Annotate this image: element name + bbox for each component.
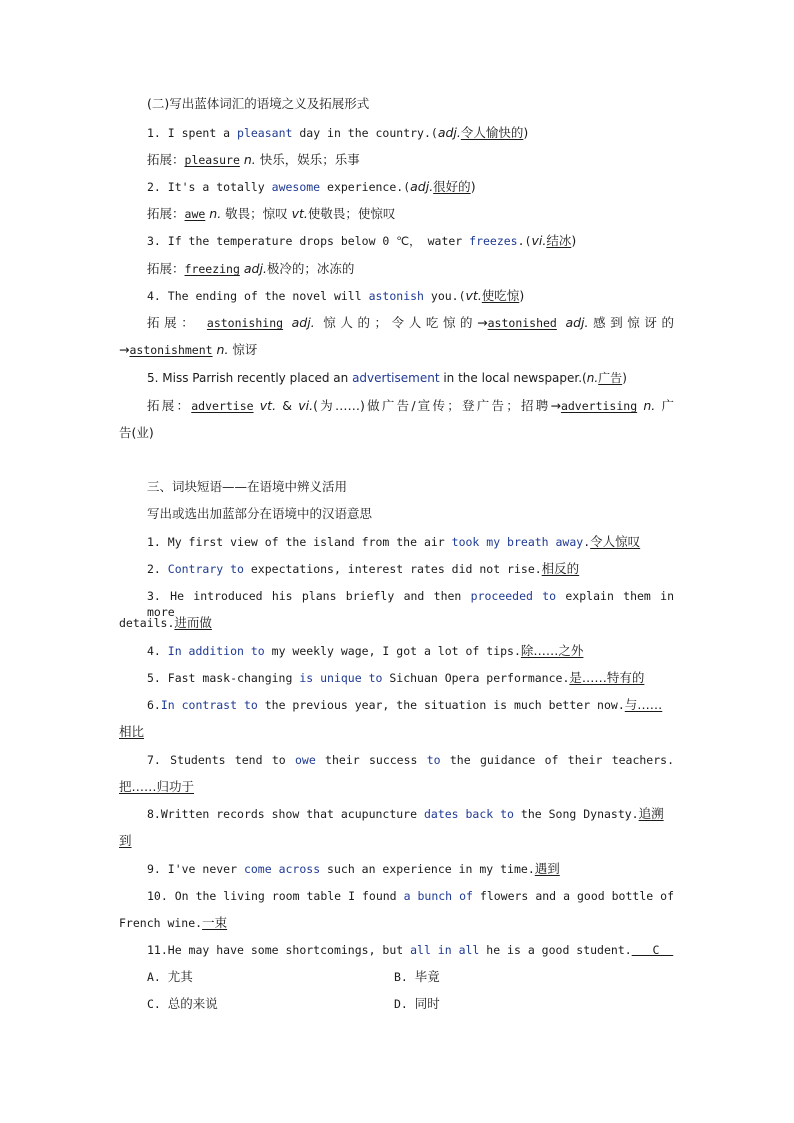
keyword: advertisement: [352, 371, 440, 385]
phrase-item-9: 9. I've never come across such an experience in my time.遇到: [147, 861, 560, 876]
answer: 很好的: [433, 179, 471, 194]
extension-2: 拓展：awe n. 敬畏；惊叹 vt.使敬畏；使惊叹: [147, 206, 396, 221]
answer: 进而做: [174, 615, 212, 630]
answer-blank: C: [631, 943, 674, 957]
extension-4: 拓展： astonishing adj. 惊人的；令人吃惊的→astonished adj.感到惊讶的: [147, 315, 674, 330]
vocab-item-1: 1. I spent a pleasant day in the country.(adj.令人愉快的): [147, 125, 529, 140]
extension-4-continued: →astonishment n. 惊讶: [119, 342, 258, 357]
answer: 遇到: [534, 861, 560, 876]
answer: 相反的: [541, 561, 580, 576]
keyword: Contrary to: [167, 562, 244, 576]
answer: 与……: [624, 697, 663, 712]
phrase-item-5: 5. Fast mask-changing is unique to Sichuan Opera performance.是……特有的: [147, 670, 645, 685]
vocab-item-3: 3. If the temperature drops below 0 ℃， water freezes.(vi.结冰): [147, 233, 577, 248]
phrase-item-8-continued: [119, 833, 132, 849]
answer: 追溯: [638, 806, 664, 821]
option-b: B. 毕竟: [394, 969, 440, 984]
answer: 广告: [598, 371, 623, 385]
extension-5: 拓展：advertise vt. & vi.(为……)做广告/宣传；登广告；招聘→advertising n. 广: [147, 398, 674, 413]
extension-3: 拓展：freezing adj.极冷的；冰冻的: [147, 261, 355, 276]
answer: 使吃惊: [481, 288, 520, 303]
phrase-item-7-continued: [119, 779, 194, 795]
vocab-item-2: 2. It's a totally awesome experience.(adj.很好的): [147, 179, 476, 194]
vocab-item-5: 5. Miss Parrish recently placed an advertisement in the local newspaper.(n.广告): [147, 371, 627, 385]
phrase-item-1: 1. My first view of the island from the air took my breath away.令人惊叹: [147, 534, 641, 549]
keyword: a bunch of: [403, 889, 473, 903]
keyword: pleasant: [237, 126, 293, 140]
extension-5-continued: 告(业): [119, 425, 154, 440]
phrase-item-6: 6.In contrast to the previous year, the situation is much better now.与……: [147, 697, 663, 712]
option-a: A. 尤其: [147, 969, 193, 984]
phrase-item-3: 3. He introduced his plans briefly and then proceeded to explain them in more: [147, 589, 675, 619]
keyword: is unique to: [299, 671, 383, 685]
phrase-item-11: 11.He may have some shortcomings, but all in all he is a good student. C: [147, 943, 674, 957]
option-c: C. 总的来说: [147, 996, 218, 1011]
keyword: awesome: [271, 180, 321, 194]
vocab-item-4: 4. The ending of the novel will astonish you.(vt.使吃惊): [147, 288, 525, 303]
phrase-item-10-continued: French wine.一束: [119, 915, 228, 930]
phrase-item-6-continued: [119, 724, 144, 740]
instruction: 写出或选出加蓝部分在语境中的汉语意思: [147, 506, 373, 521]
keyword: owe: [294, 753, 316, 767]
answer: 结冰: [546, 233, 572, 248]
answer: 一束: [202, 915, 228, 930]
keyword: proceeded to: [470, 589, 557, 603]
answer: 相比: [119, 724, 145, 739]
phrase-item-4: 4. In addition to my weekly wage, I got a lot of tips.除……之外: [147, 643, 584, 658]
answer: 到: [119, 833, 132, 848]
keyword: to: [426, 753, 441, 767]
option-d: D. 同时: [394, 996, 440, 1011]
keyword: In addition to: [167, 644, 265, 658]
keyword: In contrast to: [160, 698, 258, 712]
phrase-item-7: 7. Students tend to owe their success to the guidance of their teachers.: [147, 753, 675, 767]
keyword: freezes: [469, 234, 518, 248]
section-heading: 三、词块短语——在语境中辨义活用: [147, 479, 348, 494]
phrase-item-2: 2. Contrary to expectations, interest rates did not rise.相反的: [147, 561, 580, 576]
extension-1: 拓展：pleasure n. 快乐，娱乐；乐事: [147, 152, 360, 167]
answer: 令人愉快的: [460, 125, 524, 140]
keyword: astonish: [368, 289, 424, 303]
keyword: dates back to: [423, 807, 514, 821]
section-heading: (二)写出蓝体词汇的语境之义及拓展形式: [147, 96, 370, 111]
answer: 是……特有的: [569, 670, 645, 685]
keyword: come across: [243, 862, 321, 876]
keyword: all in all: [410, 943, 480, 957]
answer: 把……归功于: [119, 779, 195, 794]
keyword: took my breath away: [451, 535, 584, 549]
phrase-item-10: 10. On the living room table I found a bunch of flowers and a good bottle of: [147, 889, 674, 903]
phrase-item-3-continued: details.进而做: [119, 615, 212, 630]
phrase-item-8: 8.Written records show that acupuncture dates back to the Song Dynasty.追溯: [147, 806, 664, 821]
answer: 除……之外: [520, 643, 584, 658]
answer: 令人惊叹: [590, 534, 641, 549]
